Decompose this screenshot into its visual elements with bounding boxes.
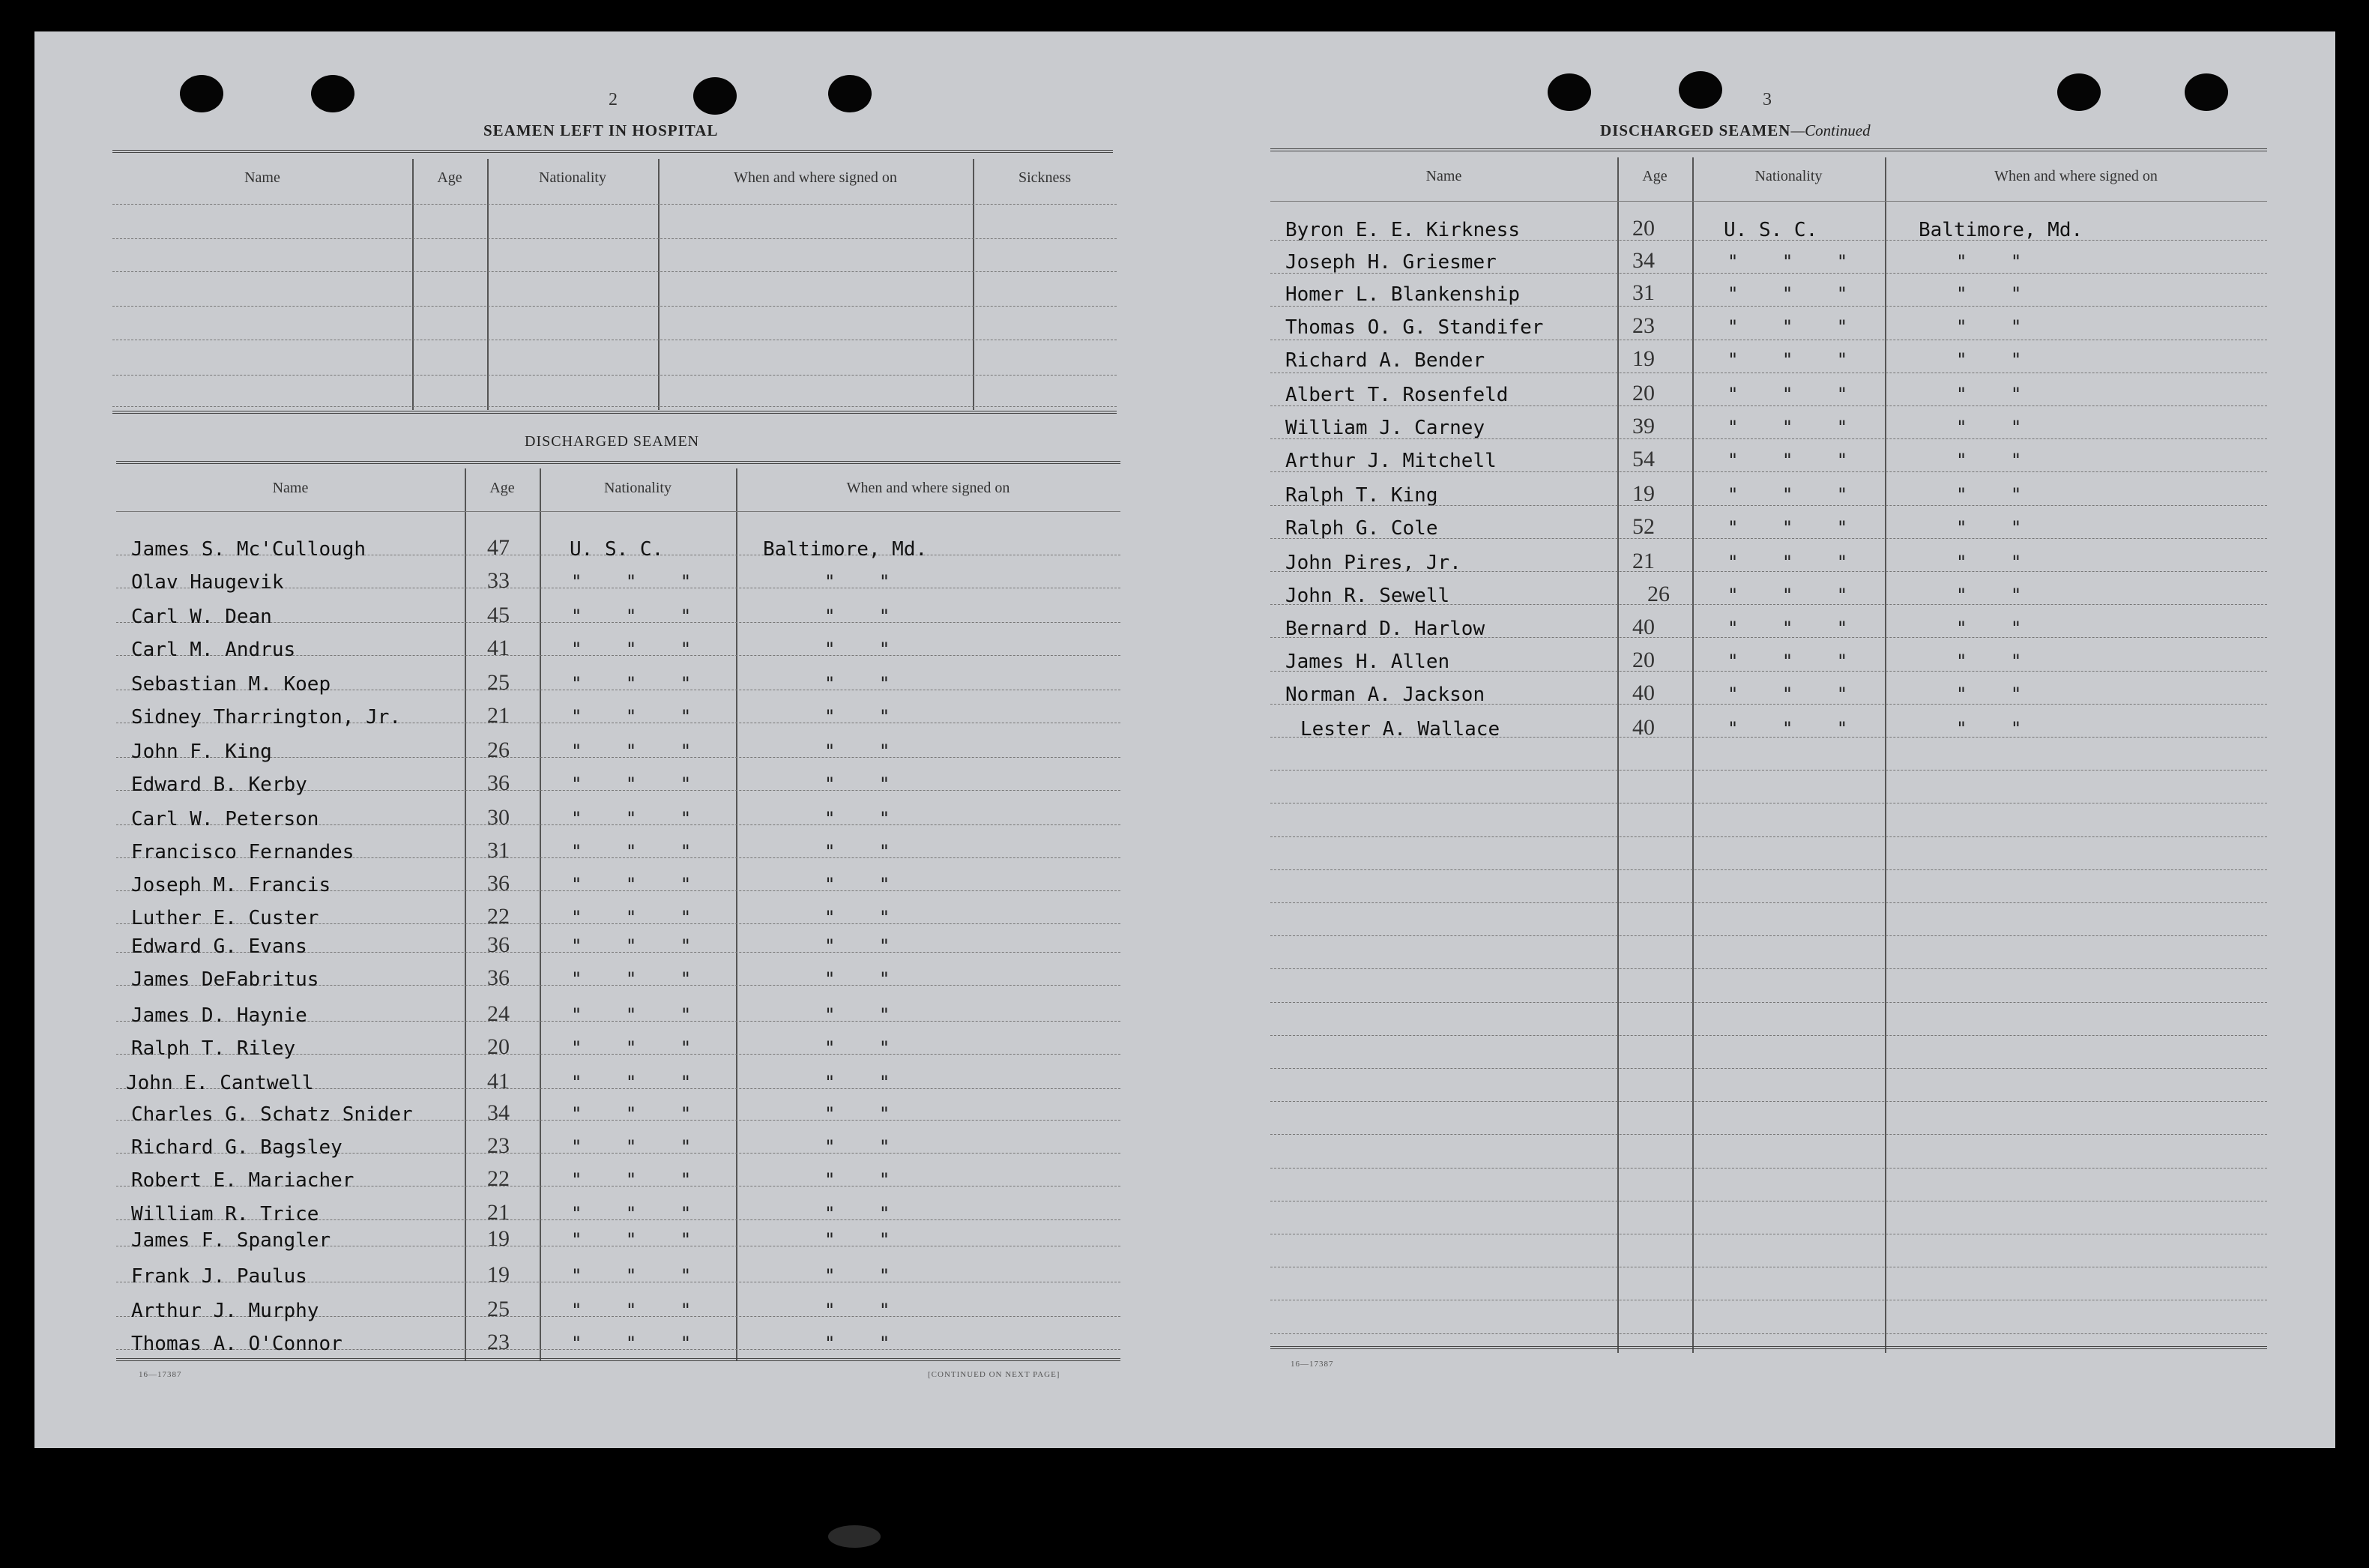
discharged-header: Nationality xyxy=(604,480,672,496)
row-line xyxy=(1270,1101,2267,1102)
seaman-age: 20 xyxy=(1632,648,1655,672)
row-line xyxy=(1270,438,2267,439)
signed-on: " " xyxy=(824,968,907,989)
seaman-name: Carl W. Dean xyxy=(131,606,272,628)
hospital-header: Age xyxy=(437,169,462,186)
continued-note: [CONTINUED ON NEXT PAGE] xyxy=(928,1370,1060,1379)
seaman-age: 40 xyxy=(1632,615,1655,639)
seaman-name: Norman A. Jackson xyxy=(1285,684,1485,706)
seaman-nationality: " " " xyxy=(571,1333,708,1354)
discharged-header: Age xyxy=(1642,168,1668,184)
seaman-name: James F. Spangler xyxy=(131,1229,331,1252)
seaman-age: 26 xyxy=(487,738,510,762)
seaman-age: 25 xyxy=(487,1297,510,1321)
seaman-age: 31 xyxy=(487,838,510,863)
bottom-rule xyxy=(1270,1346,2267,1349)
seaman-name: Bernard D. Harlow xyxy=(1285,618,1485,640)
seaman-name: Carl W. Peterson xyxy=(131,808,319,830)
title-rule xyxy=(112,150,1113,153)
seaman-age: 36 xyxy=(487,965,510,990)
discharged-header: Name xyxy=(272,480,309,496)
column-divider xyxy=(1885,157,1886,1353)
signed-on: " " xyxy=(1956,316,2038,337)
row-line xyxy=(1270,571,2267,572)
column-divider xyxy=(973,159,974,410)
page-number: 3 xyxy=(1763,90,1772,109)
seaman-nationality: " " " xyxy=(1727,718,1865,739)
column-divider xyxy=(412,159,414,410)
hospital-header: Name xyxy=(244,169,280,186)
punch-hole xyxy=(1548,73,1591,111)
form-number: 16—17387 xyxy=(139,1370,182,1379)
seaman-nationality: " " " xyxy=(1727,517,1865,538)
seaman-name: Joseph M. Francis xyxy=(131,874,331,896)
seaman-age: 33 xyxy=(487,568,510,593)
seaman-name: Thomas A. O'Connor xyxy=(131,1333,342,1355)
seaman-age: 22 xyxy=(487,904,510,929)
seaman-nationality: " " " xyxy=(571,808,708,829)
seaman-nationality: " " " xyxy=(571,1072,708,1093)
signed-on: " " xyxy=(1956,651,2038,672)
signed-on: " " xyxy=(824,907,907,928)
seaman-age: 25 xyxy=(487,670,510,695)
row-line xyxy=(1270,538,2267,539)
signed-on: " " xyxy=(1956,517,2038,538)
column-divider xyxy=(1692,157,1694,1353)
seaman-nationality: " " " xyxy=(1727,651,1865,672)
row-line xyxy=(1270,1333,2267,1334)
column-divider xyxy=(736,468,737,1360)
hospital-section-title: SEAMEN LEFT IN HOSPITAL xyxy=(483,121,719,139)
signed-on: " " xyxy=(1956,450,2038,471)
row-line xyxy=(1270,505,2267,506)
seaman-name: Charles G. Schatz Snider xyxy=(131,1103,413,1126)
signed-on: " " xyxy=(1956,251,2038,272)
seaman-age: 41 xyxy=(487,1069,510,1094)
signed-on: " " xyxy=(824,571,907,592)
seaman-nationality: " " " xyxy=(571,1265,708,1286)
seaman-nationality: " " " xyxy=(1727,316,1865,337)
seaman-age: 36 xyxy=(487,771,510,795)
seaman-name: Robert E. Mariacher xyxy=(131,1169,354,1192)
discharged-header: When and where signed on xyxy=(846,480,1010,496)
seaman-age: 22 xyxy=(487,1166,510,1191)
seaman-name: John E. Cantwell xyxy=(126,1072,314,1094)
seaman-age: 36 xyxy=(487,932,510,957)
seaman-name: Richard G. Bagsley xyxy=(131,1136,342,1159)
seaman-name: Ralph T. Riley xyxy=(131,1037,296,1060)
row-line xyxy=(112,375,1117,376)
seaman-age: 21 xyxy=(1632,549,1655,573)
header-line xyxy=(116,511,1120,512)
signed-on: " " xyxy=(824,741,907,762)
discharged-header: Name xyxy=(1425,168,1462,184)
seaman-name: Lester A. Wallace xyxy=(1300,718,1500,741)
row-line xyxy=(1270,869,2267,870)
discharged-section-title: DISCHARGED SEAMEN xyxy=(525,433,700,450)
seaman-name: Carl M. Andrus xyxy=(131,639,296,661)
signed-on: " " xyxy=(824,935,907,956)
row-line xyxy=(1270,770,2267,771)
seaman-nationality: " " " xyxy=(571,606,708,627)
seaman-name: James D. Haynie xyxy=(131,1004,307,1027)
hospital-header: Sickness xyxy=(1018,169,1071,186)
seaman-name: John Pires, Jr. xyxy=(1285,552,1461,574)
seaman-nationality: " " " xyxy=(571,841,708,862)
header-line xyxy=(1270,201,2267,202)
signed-on: " " xyxy=(824,639,907,660)
seaman-age: 47 xyxy=(487,535,510,560)
seaman-nationality: " " " xyxy=(1727,552,1865,573)
row-line xyxy=(1270,471,2267,472)
signed-on: " " xyxy=(1956,585,2038,606)
row-line xyxy=(112,406,1117,407)
seaman-nationality: " " " xyxy=(571,1229,708,1250)
row-line xyxy=(1270,306,2267,307)
signed-on: Baltimore, Md. xyxy=(763,538,928,561)
hospital-header: Nationality xyxy=(539,169,606,186)
seaman-name: Luther E. Custer xyxy=(131,907,319,929)
seaman-nationality: " " " xyxy=(571,1004,708,1025)
punch-hole xyxy=(180,75,223,112)
seaman-age: 45 xyxy=(487,603,510,627)
continued-section-title xyxy=(1600,121,1871,140)
punch-hole xyxy=(828,75,872,112)
seaman-name: John R. Sewell xyxy=(1285,585,1450,607)
row-line xyxy=(1270,1134,2267,1135)
seaman-age: 34 xyxy=(1632,248,1655,273)
column-divider xyxy=(1617,157,1619,1353)
seaman-age: 19 xyxy=(1632,346,1655,371)
signed-on: " " xyxy=(1956,552,2038,573)
seaman-age: 20 xyxy=(1632,216,1655,241)
seaman-age: 24 xyxy=(487,1001,510,1026)
seaman-nationality: " " " xyxy=(571,741,708,762)
seaman-age: 36 xyxy=(487,871,510,896)
seaman-age: 52 xyxy=(1632,514,1655,539)
seaman-name: James S. Mc'Cullough xyxy=(131,538,366,561)
seaman-nationality: " " " xyxy=(571,1203,708,1224)
seaman-nationality: U. S. C. xyxy=(1724,219,1818,241)
seaman-name: Byron E. E. Kirkness xyxy=(1285,219,1521,241)
seaman-age: 23 xyxy=(487,1330,510,1354)
row-line xyxy=(1270,836,2267,837)
seaman-nationality: " " " xyxy=(571,673,708,694)
form-number: 16—17387 xyxy=(1291,1360,1334,1369)
seaman-name: Richard A. Bender xyxy=(1285,349,1485,372)
signed-on: " " xyxy=(824,1037,907,1058)
row-line xyxy=(1270,1168,2267,1169)
title-continued: —Continued xyxy=(1790,121,1871,139)
signed-on: " " xyxy=(824,1004,907,1025)
seaman-name: Frank J. Paulus xyxy=(131,1265,307,1288)
column-divider xyxy=(465,468,466,1360)
signed-on: " " xyxy=(824,673,907,694)
seaman-name: Ralph G. Cole xyxy=(1285,517,1438,540)
seaman-nationality: " " " xyxy=(1727,384,1865,405)
seaman-age: 19 xyxy=(487,1262,510,1287)
seaman-name: Edward B. Kerby xyxy=(131,774,307,796)
seaman-age: 20 xyxy=(1632,381,1655,405)
signed-on: " " xyxy=(1956,384,2038,405)
title-rule xyxy=(116,461,1120,464)
signed-on: " " xyxy=(1956,618,2038,639)
seaman-age: 23 xyxy=(1632,313,1655,338)
row-line xyxy=(1270,273,2267,274)
signed-on: " " xyxy=(1956,417,2038,438)
seaman-name: Sebastian M. Koep xyxy=(131,673,331,696)
column-divider xyxy=(658,159,660,410)
punch-hole xyxy=(1679,71,1722,109)
row-line xyxy=(1270,704,2267,705)
seaman-nationality: " " " xyxy=(1727,283,1865,304)
seaman-nationality: " " " xyxy=(1727,684,1865,705)
row-line xyxy=(112,204,1117,205)
row-line xyxy=(1270,405,2267,406)
bottom-rule xyxy=(116,1358,1120,1361)
seaman-name: Ralph T. King xyxy=(1285,484,1438,507)
signed-on: " " xyxy=(824,1072,907,1093)
signed-on: " " xyxy=(824,1169,907,1190)
seaman-age: 39 xyxy=(1632,414,1655,438)
row-line xyxy=(112,306,1117,307)
seaman-age: 21 xyxy=(487,1200,510,1225)
seaman-age: 31 xyxy=(1632,280,1655,305)
seaman-nationality: " " " xyxy=(571,1169,708,1190)
signed-on: " " xyxy=(824,706,907,727)
seaman-nationality: " " " xyxy=(1727,618,1865,639)
punch-hole xyxy=(693,77,737,115)
seaman-nationality: " " " xyxy=(1727,585,1865,606)
seaman-nationality: " " " xyxy=(571,968,708,989)
row-line xyxy=(112,238,1117,239)
signed-on: " " xyxy=(1956,484,2038,505)
seaman-name: William R. Trice xyxy=(131,1203,319,1225)
signed-on: " " xyxy=(824,606,907,627)
seaman-name: Homer L. Blankenship xyxy=(1285,283,1521,306)
seaman-nationality: " " " xyxy=(571,907,708,928)
signed-on: " " xyxy=(824,1103,907,1124)
seaman-name: Olav Haugevik xyxy=(131,571,284,594)
row-line xyxy=(1270,968,2267,969)
row-line xyxy=(1270,671,2267,672)
seaman-age: 19 xyxy=(487,1226,510,1251)
discharged-header: When and where signed on xyxy=(1994,168,2158,184)
seaman-nationality: " " " xyxy=(571,1300,708,1321)
seaman-nationality: " " " xyxy=(571,571,708,592)
signed-on: " " xyxy=(824,808,907,829)
signed-on: " " xyxy=(824,1136,907,1157)
scanner-smudge xyxy=(828,1525,881,1548)
seaman-nationality: " " " xyxy=(571,935,708,956)
row-line xyxy=(1270,637,2267,638)
seaman-name: James DeFabritus xyxy=(131,968,319,991)
signed-on: " " xyxy=(824,1333,907,1354)
seaman-nationality: " " " xyxy=(571,1037,708,1058)
row-line xyxy=(1270,1068,2267,1069)
seaman-nationality: " " " xyxy=(571,1136,708,1157)
signed-on: " " xyxy=(1956,283,2038,304)
signed-on: " " xyxy=(824,1265,907,1286)
seaman-age: 23 xyxy=(487,1133,510,1158)
seaman-age: 20 xyxy=(487,1034,510,1059)
seaman-nationality: " " " xyxy=(571,706,708,727)
row-line xyxy=(1270,902,2267,903)
punch-hole xyxy=(2057,73,2101,111)
seaman-age: 41 xyxy=(487,636,510,660)
seaman-nationality: " " " xyxy=(1727,251,1865,272)
seaman-nationality: " " " xyxy=(1727,349,1865,370)
punch-hole xyxy=(311,75,354,112)
seaman-nationality: " " " xyxy=(1727,417,1865,438)
seaman-name: Joseph H. Griesmer xyxy=(1285,251,1497,274)
row-line xyxy=(1270,1035,2267,1036)
seaman-nationality: " " " xyxy=(571,639,708,660)
seaman-name: Arthur J. Murphy xyxy=(131,1300,319,1322)
signed-on: " " xyxy=(1956,684,2038,705)
punch-hole xyxy=(2185,73,2228,111)
section-rule xyxy=(112,411,1117,414)
signed-on: " " xyxy=(824,1300,907,1321)
discharged-header: Age xyxy=(489,480,515,496)
seaman-nationality: " " " xyxy=(571,774,708,794)
seaman-nationality: " " " xyxy=(1727,450,1865,471)
seaman-age: 30 xyxy=(487,805,510,830)
seaman-age: 26 xyxy=(1647,582,1670,606)
row-line xyxy=(1270,1002,2267,1003)
title-main: DISCHARGED SEAMEN xyxy=(1600,121,1791,139)
signed-on: " " xyxy=(824,874,907,895)
signed-on: " " xyxy=(1956,349,2038,370)
page-number: 2 xyxy=(609,90,618,109)
seaman-age: 19 xyxy=(1632,481,1655,506)
row-line xyxy=(1270,240,2267,241)
column-divider xyxy=(540,468,541,1360)
hospital-header: When and where signed on xyxy=(734,169,897,186)
seaman-age: 21 xyxy=(487,703,510,728)
signed-on: " " xyxy=(824,1203,907,1224)
signed-on: " " xyxy=(824,841,907,862)
title-rule xyxy=(1270,148,2267,151)
seaman-age: 40 xyxy=(1632,681,1655,705)
column-divider xyxy=(487,159,489,410)
seaman-name: Francisco Fernandes xyxy=(131,841,354,863)
row-line xyxy=(1270,935,2267,936)
seaman-nationality: " " " xyxy=(571,874,708,895)
seaman-name: William J. Carney xyxy=(1285,417,1485,439)
seaman-name: Edward G. Evans xyxy=(131,935,307,958)
signed-on: " " xyxy=(1956,718,2038,739)
row-line xyxy=(1270,604,2267,605)
row-line xyxy=(112,271,1117,272)
seaman-name: Arthur J. Mitchell xyxy=(1285,450,1497,472)
signed-on: " " xyxy=(824,1229,907,1250)
signed-on: Baltimore, Md. xyxy=(1919,219,2083,241)
seaman-age: 40 xyxy=(1632,715,1655,740)
seaman-name: Sidney Tharrington, Jr. xyxy=(131,706,402,729)
signed-on: " " xyxy=(824,774,907,794)
seaman-name: John F. King xyxy=(131,741,272,763)
seaman-name: James H. Allen xyxy=(1285,651,1450,673)
seaman-age: 54 xyxy=(1632,447,1655,471)
seaman-nationality: U. S. C. xyxy=(570,538,664,561)
seaman-age: 34 xyxy=(487,1100,510,1125)
seaman-nationality: " " " xyxy=(1727,484,1865,505)
document-sheet xyxy=(34,31,2335,1448)
seaman-name: Albert T. Rosenfeld xyxy=(1285,384,1509,406)
seaman-nationality: " " " xyxy=(571,1103,708,1124)
row-line xyxy=(1270,737,2267,738)
seaman-name: Thomas O. G. Standifer xyxy=(1285,316,1544,339)
discharged-header: Nationality xyxy=(1754,168,1823,184)
